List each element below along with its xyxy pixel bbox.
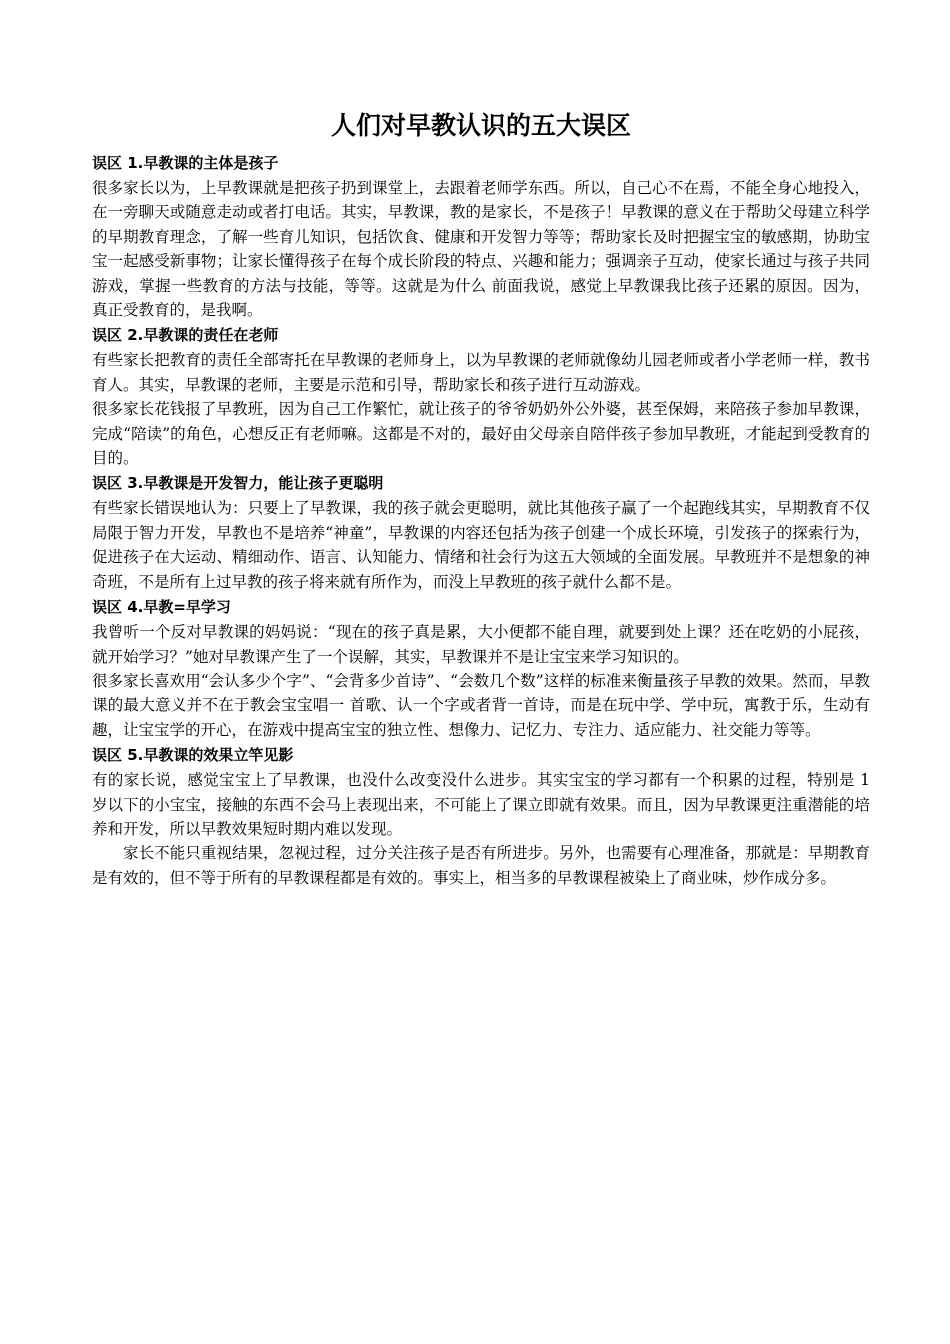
paragraph: 很多家长喜欢用“会认多少个字”、“会背多少首诗”、“会数几个数”这样的标准来衡量孩子早教的效果。然而，早教课的最大意义并不在于教会宝宝唱一 首歌、认一个字或者背一首诗，而是在玩中学、学中玩，寓教于乐，生动有趣，让宝宝学的开心，在游戏中提高宝宝的独立性、想像力、记忆力、专注力、适应能力、社交能力等等。 <box>92 671 870 739</box>
section-2 <box>92 322 870 470</box>
section-3 <box>92 470 870 594</box>
document-title: 人们对早教认识的五大误区 <box>330 111 631 140</box>
paragraph: 有些家长错误地认为：只要上了早教课，我的孩子就会更聪明，就比其他孩子赢了一个起跑线其实，早期教育不仅局限于智力开发，早教也不是培养“神童”，早教课的内容还包括为孩子创建一个成长环境，引发孩子的探索行为，促进孩子在大运动、精细动作、语言、认知能力、情绪和社会行为这五大领域的全面发展。早教班并不是想象的神奇班，不是所有上过早教的孩子将来就有所作为，而没上早教班的孩子就什么都不是。 <box>92 499 870 591</box>
paragraph: 我曾听一个反对早教课的妈妈说：“现在的孩子真是累，大小便都不能自理，就要到处上课？还在吃奶的小屁孩，就开始学习？”她对早教课产生了一个误解，其实，早教课并不是让宝宝来学习知识的。 <box>92 623 870 666</box>
paragraph: 有的家长说，感觉宝宝上了早教课，也没什么改变没什么进步。其实宝宝的学习都有一个积累的过程，特别是 1 岁以下的小宝宝，接触的东西不会马上表现出来，不可能上了课立即就有效果。而且，因为早教课更注重潜能的培养和开发，所以早教效果短时期内难以发现。 <box>92 771 870 838</box>
section-1 <box>92 150 870 322</box>
section-4 <box>92 594 870 742</box>
section-heading: 误区 1.早教课的主体是孩子 <box>92 154 279 172</box>
section-5 <box>92 742 870 890</box>
paragraph: 很多家长以为，上早教课就是把孩子扔到课堂上，去跟着老师学东西。所以，自己心不在焉，不能全身心地投入，在一旁聊天或随意走动或者打电话。其实，早教课，教的是家长，不是孩子！早教课的意义在于帮助父母建立科学的早期教育理念，了解一些育儿知识，包括饮食、健康和开发智力等等；帮助家长及时把握宝宝的敏感期，协助宝宝一起感受新事物；让家长懂得孩子在每个成长阶段的特点、兴趣和能力；强调亲子互动，使家长通过与孩子共同游戏，掌握一些教育的方法与技能，等等。这就是为什么 前面我说，感觉上早教课我比孩子还累的原因。因为，真正受教育的，是我啊。 <box>92 179 870 320</box>
section-heading: 误区 4.早教=早学习 <box>92 598 231 617</box>
paragraph: 家长不能只重视结果，忽视过程，过分关注孩子是否有所进步。另外，也需要有心理准备，那就是：早期教育是有效的，但不等于所有的早教课程都是有效的。事实上，相当多的早教课程被染上了商业味，炒作成分多。 <box>92 844 870 887</box>
document-page <box>92 106 870 890</box>
section-heading: 误区 3.早教课是开发智力，能让孩子更聪明 <box>92 474 384 493</box>
section-heading: 误区 2.早教课的责任在老师 <box>92 326 279 345</box>
paragraph: 有些家长把教育的责任全部寄托在早教课的老师身上，以为早教课的老师就像幼儿园老师或者小学老师一样，教书育人。其实，早教课的老师，主要是示范和引导，帮助家长和孩子进行互动游戏。 <box>92 351 870 394</box>
section-heading: 误区 5.早教课的效果立竿见影 <box>92 746 294 765</box>
paragraph: 很多家长花钱报了早教班，因为自己工作繁忙，就让孩子的爷爷奶奶外公外婆，甚至保姆，来陪孩子参加早教课，完成“陪读”的角色，心想反正有老师嘛。这都是不对的，最好由父母亲自陪伴孩子参加早教班，才能起到受教育的目的。 <box>92 400 870 468</box>
